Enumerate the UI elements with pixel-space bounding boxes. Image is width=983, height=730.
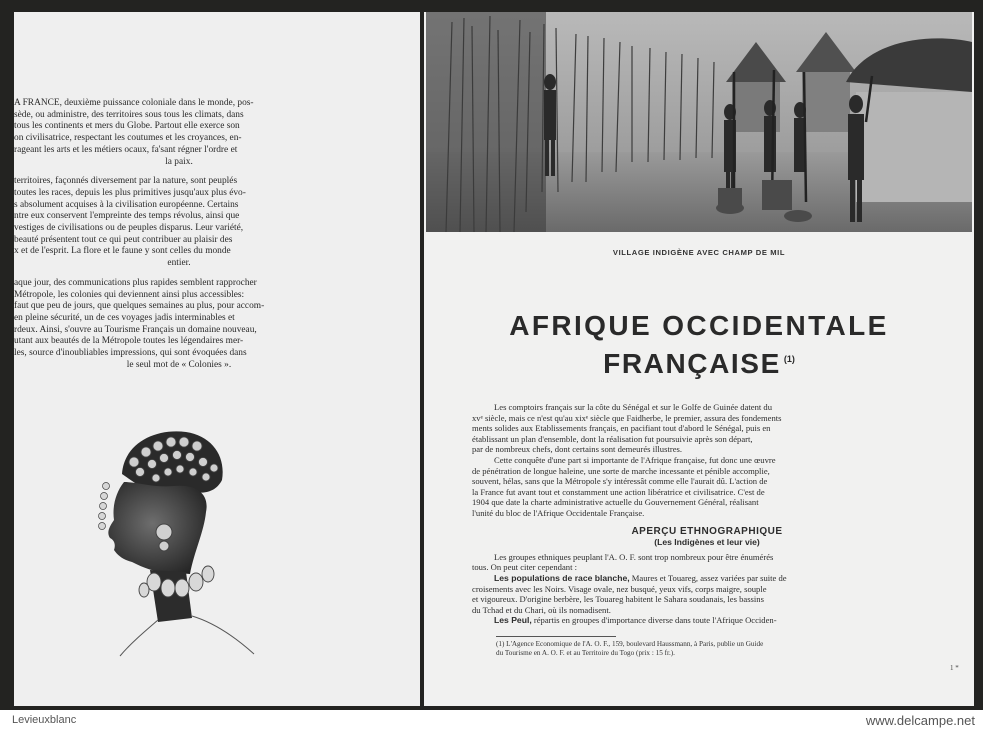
right-page (424, 12, 974, 706)
text-line (472, 423, 942, 434)
article-title-line2 (424, 348, 974, 380)
text-line (472, 402, 942, 413)
illustration-african-woman-profile (94, 422, 264, 657)
text-line (472, 466, 942, 477)
text-line: utant aux beautés de la Métropole toutes les légendaires mer- (14, 336, 244, 347)
line-text: xvᵉ siècle, mais ce n'est qu'au xixᵉ siècle que Faidherbe, le premier, assura des fondements (472, 412, 782, 423)
line-text: tous. On peut citer cependant : (472, 562, 578, 573)
text-line (472, 594, 942, 605)
text-line: beauté présentent tout ce qui peut contribuer au plaisir des (14, 234, 233, 245)
line-text: souvent, hélas, sans que la Métropole s'y intéressât comme elle l'aurait dû. L'action de (472, 476, 768, 487)
text-line: faut que peu de jours, que quelques semaines au plus, pour accom- (14, 301, 265, 312)
text-line (472, 552, 942, 563)
left-paragraph (14, 98, 344, 168)
text-line: tous les continents et mers du Globe. Partout elle exerce son (14, 121, 240, 132)
text-line: on civilisatrice, respectant les coutumes et les croyances, en- (14, 133, 242, 144)
text-line: Métropole, les colonies qui deviennent ainsi plus accessibles: (14, 289, 245, 300)
line-text: et vigoureux. D'origine berbère, les Touareg habitent le Sahara soudanais, les bassins (472, 594, 764, 605)
text-line: rageant les arts et les métiers ocaux, fa'sant régner l'ordre et (14, 144, 238, 155)
left-page (14, 12, 420, 706)
footnote-rule (496, 636, 616, 637)
text-line (472, 455, 942, 466)
text-line (472, 497, 942, 508)
footnote (496, 640, 936, 658)
footnote-marker: (1) (783, 354, 795, 364)
text-line: rdeux. Ainsi, s'ouvre au Tourisme Français un domaine nouveau, (14, 324, 257, 335)
line-text: établissant un plan d'ensemble, dont la réalisation fut poursuivie après son départ, (472, 433, 753, 444)
left-paragraph (14, 278, 344, 372)
left-page-text (14, 98, 344, 379)
text-line (472, 615, 942, 626)
bold-lead: Les Peul, (494, 615, 532, 626)
text-line: la paix. (165, 156, 193, 167)
line-text: croisements avec les Noirs. Visage ovale, nez busqué, yeux vifs, corps maigre, souple (472, 583, 767, 594)
line-text: Les comptoirs français sur la côte du Sénégal et sur le Golfe de Guinée datent du (494, 402, 773, 412)
article-title-word: FRANÇAISE (603, 348, 781, 379)
text-line: vestiges de civilisations ou de peuples disparus. Leur variété, (14, 223, 244, 234)
text-line: A FRANCE, deuxième puissance coloniale dans le monde, pos- (14, 98, 254, 108)
line-text: Les groupes ethniques peuplant l'A. O. F. sont trop nombreux pour être énumérés (494, 551, 774, 562)
site-watermark: www.delcampe.net (865, 713, 975, 728)
line-text: répartis en groupes d'importance diverse dans toute l'Afrique Occiden- (531, 615, 777, 626)
text-line (472, 487, 942, 498)
page-number: 1 * (950, 664, 959, 672)
bold-lead: Les populations de race blanche, (494, 572, 630, 583)
line-text: ments solides aux Etablissements français, en pacifiant tout d'abord le Sénégal, puis en (472, 423, 771, 434)
photo-caption: VILLAGE INDIGÈNE AVEC CHAMP DE MIL (612, 248, 786, 257)
text-line (472, 508, 942, 519)
seller-watermark: Levieuxblanc (12, 714, 77, 726)
line-text: par de nombreux chefs, dont certains sont demeurés illustres. (472, 444, 683, 455)
intro-paragraphs (472, 402, 942, 519)
footnote-line: du Tourisme en A. O. F. et au Territoire du Togo (prix : 15 fr.). (496, 649, 675, 657)
photo-village-millet-field (426, 12, 972, 232)
text-line: sède, ou administre, des territoires sous tous les climats, dans (14, 109, 244, 120)
text-line (472, 573, 942, 584)
text-line (472, 562, 942, 573)
left-paragraph (14, 176, 344, 270)
line-text: la France fut avant tout et constamment une action libératrice et civilisatrice. C'est de (472, 486, 765, 497)
text-line (472, 605, 942, 616)
text-line: le seul mot de « Colonies ». (126, 359, 232, 370)
line-text: de pénétration de longue haleine, une sorte de marche incessante et pénible accomplie, (472, 465, 770, 476)
text-line: toutes les races, depuis les plus primitives jusqu'aux plus évo- (14, 187, 246, 198)
text-line (472, 444, 942, 455)
article-body (472, 402, 942, 626)
line-text: Maures et Touareg, assez variées par suite de (629, 572, 787, 583)
text-line: en pleine sécurité, un de ces voyages jadis interminables et (14, 312, 235, 323)
text-line (472, 476, 942, 487)
section-subheading: (Les Indigènes et leur vie) (654, 537, 760, 548)
line-text: l'unité du bloc de l'Afrique Occidentale Française. (472, 507, 645, 518)
text-line: les, source d'inoubliables impressions, qui sont évoquées dans (14, 348, 247, 359)
line-text: Cette conquête d'une part si importante de l'Afrique française, fut donc une œuvre (494, 454, 776, 465)
text-line: s absolument acquises à la civilisation européenne. Certains (14, 199, 239, 210)
line-text: du Tchad et du Chari, où ils nomadisent. (472, 604, 611, 615)
footnote-line: (1) L'Agence Economique de l'A. O. F., 159, boulevard Haussmann, à Paris, publie un Guide (496, 640, 764, 648)
text-line: ntre eux conservent l'empreinte des temps révolus, ainsi que (14, 211, 240, 222)
section-paragraphs (472, 552, 942, 626)
text-line (472, 584, 942, 595)
text-line: entier. (167, 258, 191, 269)
text-line (472, 413, 942, 424)
line-text: 1904 que date la charte administrative actuelle du Gouvernement Général, réalisant (472, 497, 759, 508)
article-title-line1: AFRIQUE OCCIDENTALE (509, 310, 889, 341)
text-line: aque jour, des communications plus rapides semblent rapprocher (14, 277, 257, 288)
section-heading: APERÇU ETHNOGRAPHIQUE (631, 525, 783, 537)
text-line: territoires, façonnés diversement par la nature, sont peuplés (14, 176, 238, 187)
text-line (472, 434, 942, 445)
text-line: x et de l'esprit. La flore et le faune y sont celles du monde (14, 246, 231, 257)
